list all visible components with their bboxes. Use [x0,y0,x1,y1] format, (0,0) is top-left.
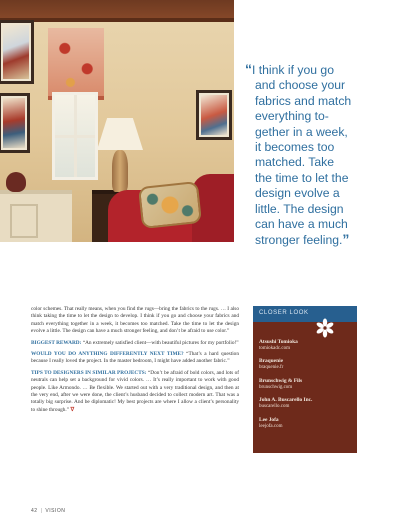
body-paragraph-2: BIGGEST REWARD: “An extremely satisfied client—with beautiful pictures for my portfolio!” [31,339,239,346]
close-quote-icon: ” [342,231,350,248]
resource-link[interactable]: buscarello.com [259,404,290,410]
pull-quote-text: design evolve a [255,186,340,201]
pull-quote-text: stronger feeling. [255,233,343,248]
photo-framed-art-right [196,90,232,140]
paragraph-lead-tips: TIPS TO DESIGNERS IN SIMILAR PROJECTS: [31,369,147,376]
photo-framed-art-left-top [0,20,34,84]
closer-look-header [253,306,357,322]
pull-quote-line [245,78,397,93]
pull-quote-line [245,232,397,248]
article-body [31,306,239,418]
magazine-name: VISION [45,508,66,514]
pull-quote [245,62,397,249]
photo-roman-shade [48,28,104,100]
pull-quote-text: everything to- [255,109,329,124]
closer-look-entry: Brunschwig & Fils brunschwig.com [259,378,357,391]
photo-lamp-base [112,150,128,192]
pull-quote-line [245,171,397,186]
open-quote-icon: “ [245,61,252,77]
pull-quote-line [245,109,397,124]
closer-look-entry: John A. Buscarello Inc. buscarello.com [259,397,357,410]
pull-quote-text: fabrics and match [255,93,352,108]
photo-pillow [138,181,202,229]
pull-quote-text: can have a much [255,217,348,232]
pull-quote-text: I think if you go [252,63,334,77]
resource-link[interactable]: brunschwig.com [259,384,293,390]
pull-quote-line [245,140,397,155]
pull-quote-text: gether in a week, [255,124,348,139]
pull-quote-text: and choose your [255,78,346,93]
pull-quote-line [245,202,397,217]
closer-look-title: CLOSER LOOK [259,310,309,316]
pull-quote-line [245,186,397,201]
closer-look-list [253,322,357,430]
pull-quote-text: little. The design [255,201,344,216]
pull-quote-line [245,155,397,170]
closer-look-entry: Lee Jofa leejofa.com [259,417,357,430]
paragraph-lead-differently: WOULD YOU DO ANYTHING DIFFERENTLY NEXT TIME? [31,351,184,358]
photo-window [52,92,98,180]
paragraph-lead-biggest-reward: BIGGEST REWARD: [31,339,82,346]
closer-look-box [253,306,357,453]
page-number: 42 [31,508,38,514]
resource-link[interactable]: braquenie.fr [259,365,284,371]
asterisk-flower-icon [315,318,335,338]
photo-framed-art-left-bottom [0,93,30,153]
resource-link[interactable]: leejofa.com [259,423,283,429]
closer-look-entry: Braquenie braquenie.fr [259,358,357,371]
pull-quote-text: it becomes too [255,140,335,155]
photo-ceiling-beam [0,0,234,22]
photo-cabinet [0,190,72,242]
body-paragraph-4: TIPS TO DESIGNERS IN SIMILAR PROJECTS: “Don’t be afraid of bold colors, and lots of neutrals can help set a background for vivid colors. … It’s really important to work with good people. Like Armondo. … Be flexible. We started out with a very traditional design, and then at the very end, after we were done, the client’s husband decided to collect modern art. That was a totally big surprise. And be diplomatic! My best projects are where I allow a client’s personality to shine through.” ∇ [31,369,239,413]
body-paragraph-3: WOULD YOU DO ANYTHING DIFFERENTLY NEXT TIME? “That’s a hard question because I really loved the project. In the master bedroom, I might have added another fabric.” [31,351,239,365]
pull-quote-text: matched. Take [255,155,335,170]
end-mark-icon: ∇ [70,406,74,413]
pull-quote-text: the time to let the [255,170,349,185]
photo-vase [6,172,26,192]
pull-quote-line [245,94,397,109]
photo-lamp-shade [97,118,143,150]
interior-photo [0,0,234,242]
body-paragraph-1: color schemes. That really means, when you find the rugs—bring the fabrics to the rugs. … I also think taking the time to let the design to develop. I think if you go and choose your fabrics and match everything together in a week, it becomes too matched. Take the time to let the design evolve a little. The design can have a much stronger feeling, and don’t be afraid to use color.” [31,306,239,335]
pull-quote-line [245,217,397,232]
closer-look-entry: Atsushi Tomioka tomiokadc.com [259,339,357,352]
pull-quote-line [245,125,397,140]
pull-quote-line [245,62,397,78]
resource-link[interactable]: tomiokadc.com [259,346,290,351]
page-footer: 42 | VISION [31,508,66,514]
